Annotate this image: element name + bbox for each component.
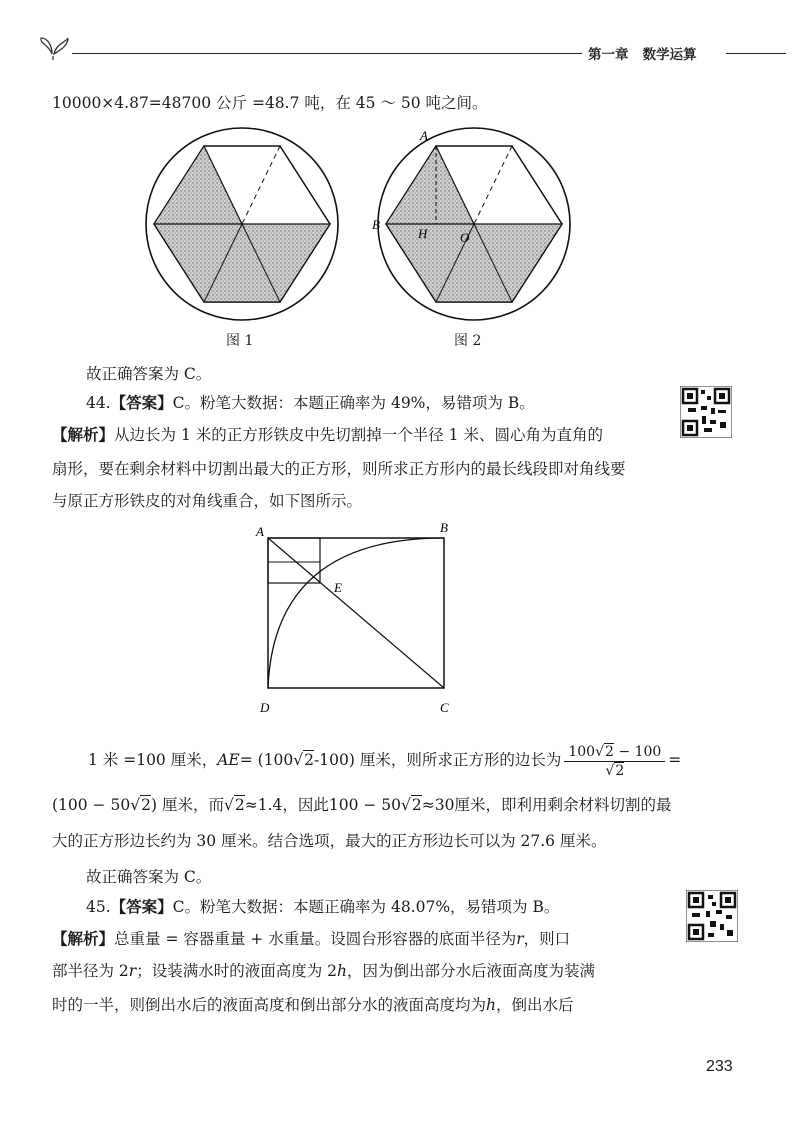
q45-analysis-line-2: 部半径为 2r；设装满水时的液面高度为 2h，因为倒出部分水后液面高度为装满 [52,962,596,980]
figure-1-caption: 图 1 [226,333,254,349]
q44-answer-line: 44.【答案】C。粉笔大数据：本题正确率为 49%，易错项为 B。 [86,393,535,412]
leaf-logo-icon [38,34,78,62]
sq-label-A: A [256,524,264,539]
fig2-label-H: H [418,226,428,241]
fig2-label-O: O [460,230,470,245]
sq-label-E: E [334,580,342,595]
equation-line-1: 1 米 =100 厘米，AE= (100√2-100) 厘米，则所求正方形的边长为 $\frac{100√2 - 100}{√2}$ = [88,743,682,779]
fig2-label-A: A [420,128,428,143]
qr-code-icon[interactable] [680,386,732,438]
figure-1 [140,122,350,326]
answer-44: 故正确答案为 C。 [86,868,212,886]
calc-line: 10000×4.87=48700 公斤 =48.7 吨，在 45 ～ 50 吨之间。 [52,94,488,112]
square-figure [254,518,464,720]
answer-43: 故正确答案为 C。 [86,365,212,383]
q44-analysis-line-3: 与原正方形铁皮的对角线重合，如下图所示。 [52,492,363,510]
header-rule-right [726,53,786,54]
q45-analysis-line-3: 时的一半，则倒出水后的液面高度和倒出部分水的液面高度均为h，倒出水后 [52,996,574,1014]
side-length-fraction: $\frac{100√2 - 100}{√2}$ [564,743,665,780]
sq-label-D: D [260,700,270,715]
page-number: 233 [706,1058,733,1075]
equation-line-2: (100 − 50√2) 厘米，而√2≈1.4，因此100 − 50√2≈30厘米，即利用剩余材料切割的最 [52,796,672,814]
figure-2 [372,122,582,326]
q44-analysis-line-1: 【解析】从边长为 1 米的正方形铁皮中先切割掉一个半径 1 米、圆心角为直角的 [52,425,603,444]
figure-2-caption: 图 2 [454,333,482,349]
q45-answer-line: 45.【答案】C。粉笔大数据：本题正确率为 48.07%，易错项为 B。 [86,897,560,916]
qr-code-icon[interactable] [686,890,738,942]
chapter-title: 第一章 数学运算 [582,43,703,63]
q44-analysis-line-2: 扇形，要在剩余材料中切割出最大的正方形，则所求正方形内的最长线段即对角线要 [52,460,626,478]
header-rule-left [72,53,588,54]
sq-label-C: C [440,700,449,715]
q45-analysis-line-1: 【解析】总重量 = 容器重量 + 水重量。设圆台形容器的底面半径为r，则口 [52,929,571,948]
conclusion-line: 大的正方形边长约为 30 厘米。结合选项，最大的正方形边长可以为 27.6 厘米。 [52,832,607,850]
fig2-label-B: B [372,217,380,232]
sq-label-B: B [440,520,448,535]
